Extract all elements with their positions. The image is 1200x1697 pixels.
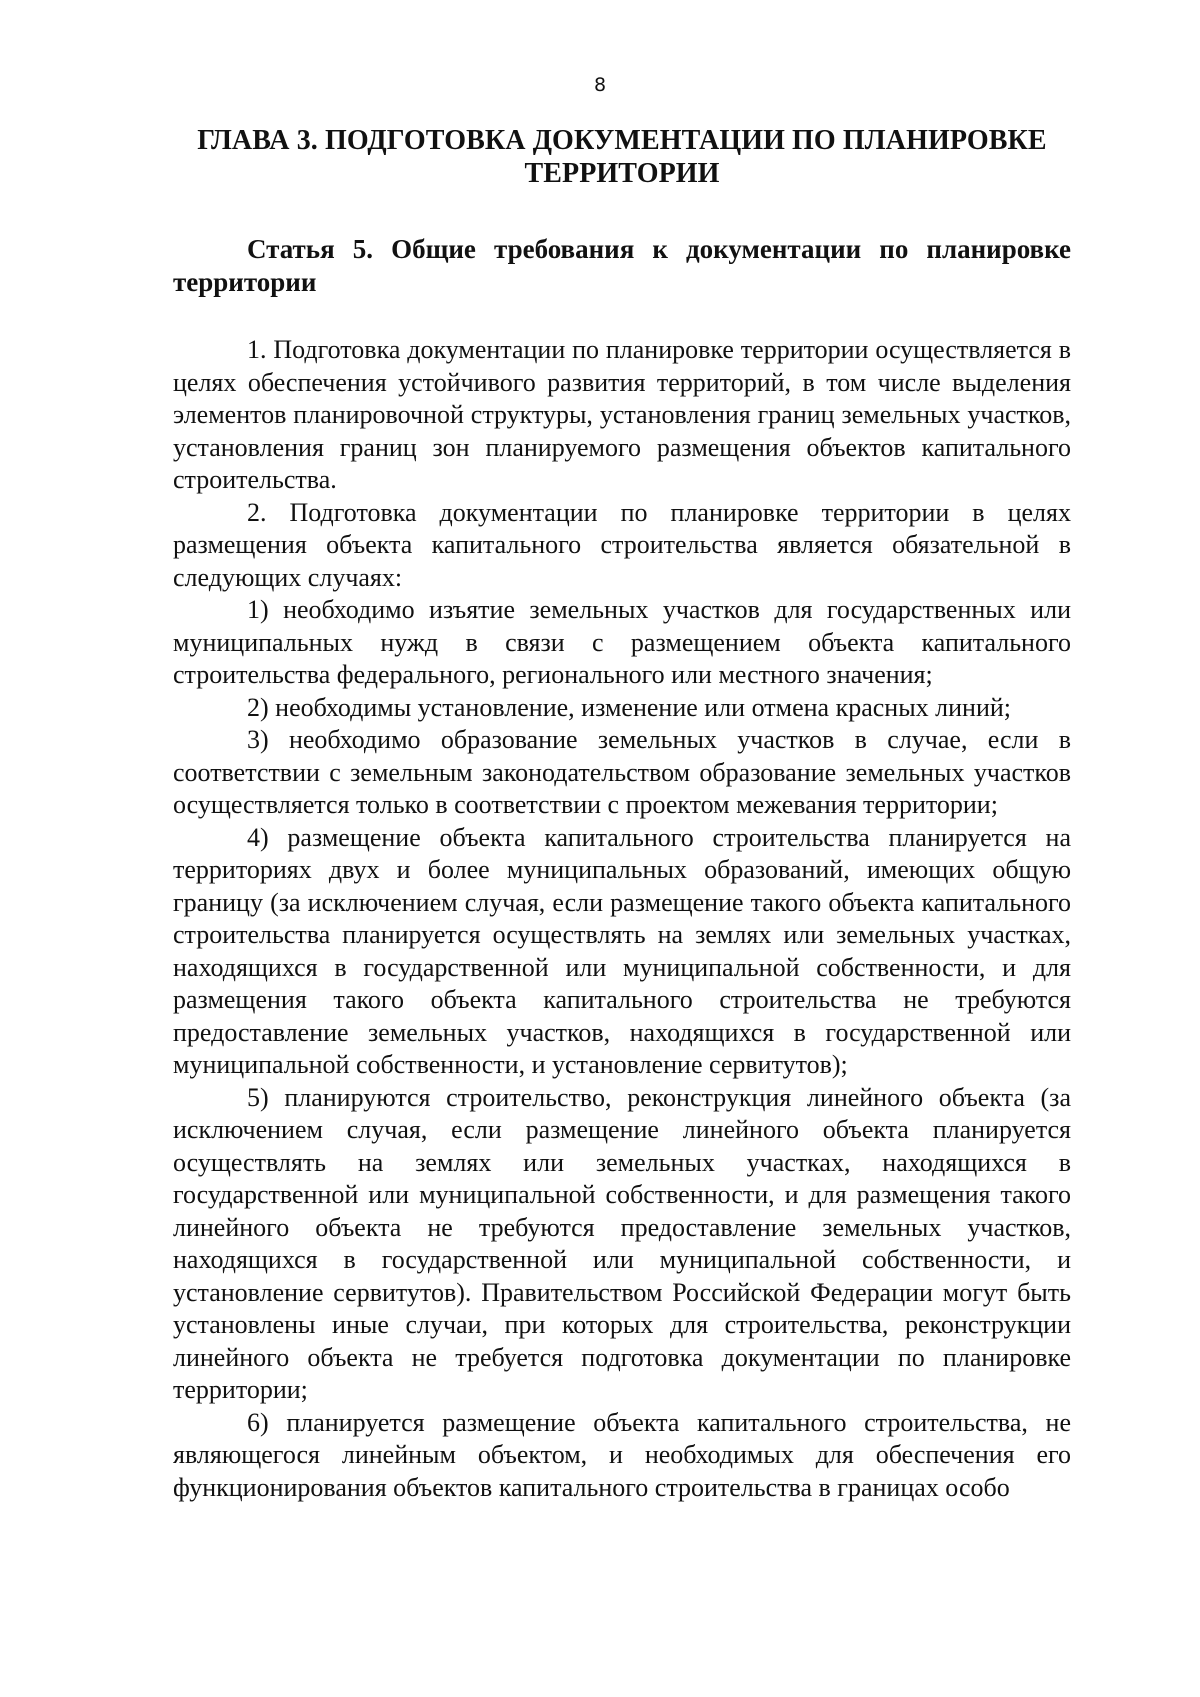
list-item-6: 6) планируется размещение объекта капитального строительства, не являющегося линейным объектом, и необходимых для обеспечения его функционирования объектов капитального строительства в границах особо (173, 1407, 1071, 1502)
article-title: Статья 5. Общие требования к документации по планировке территории (173, 234, 1071, 297)
list-item-5: 5) планируются строительство, реконструкция линейного объекта (за исключением случая, если размещение линейного объекта планируется осуществлять на землях или земельных участках, находящихся в государственной или муниципальной собственности, и для размещения такого линейного объекта не требуются предоставление земельных участков, находящихся в государственной или муниципальной собственности, и установление сервитутов). Правительством Российской Федерации могут быть установлены иные случаи, при которых для строительства, реконструкции линейного объекта не требуется подготовка документации по планировке территории; (173, 1082, 1071, 1404)
list-item-4: 4) размещение объекта капитального строительства планируется на территориях двух и более муниципальных образований, имеющих общую границу (за исключением случая, если размещение такого объекта капитального строительства планируется осуществлять на землях или земельных участках, находящихся в государственной или муниципальной собственности, и для размещения такого объекта капитального строительства не требуются предоставление земельных участков, находящихся в государственной или муниципальной собственности, и установление сервитутов); (173, 822, 1071, 1079)
chapter-title: ГЛАВА 3. ПОДГОТОВКА ДОКУМЕНТАЦИИ ПО ПЛАНИРОВКЕ ТЕРРИТОРИИ (197, 125, 1047, 189)
paragraph-1: 1. Подготовка документации по планировке территории осуществляется в целях обеспечения устойчивого развития территорий, в том числе выделения элементов планировочной структуры, установления границ земельных участков, установления границ зон планируемого размещения объектов капитального строительства. (173, 335, 1071, 494)
paragraph-2: 2. Подготовка документации по планировке территории в целях размещения объекта капитального строительства является обязательной в следующих случаях: (173, 497, 1071, 592)
list-item-3: 3) необходимо образование земельных участков в случае, если в соответствии с земельным законодательством образование земельных участков осуществляется только в соответствии с проектом межевания территории; (173, 725, 1071, 819)
list-item-2: 2) необходимы установление, изменение или отмена красных линий; (247, 692, 1012, 722)
article-body (173, 334, 1071, 1504)
page-number: 8 (593, 74, 607, 96)
list-item-1: 1) необходимо изъятие земельных участков для государственных или муниципальных нужд в связи с размещением объекта капитального строительства федерального, регионального или местного значения; (173, 595, 1071, 689)
